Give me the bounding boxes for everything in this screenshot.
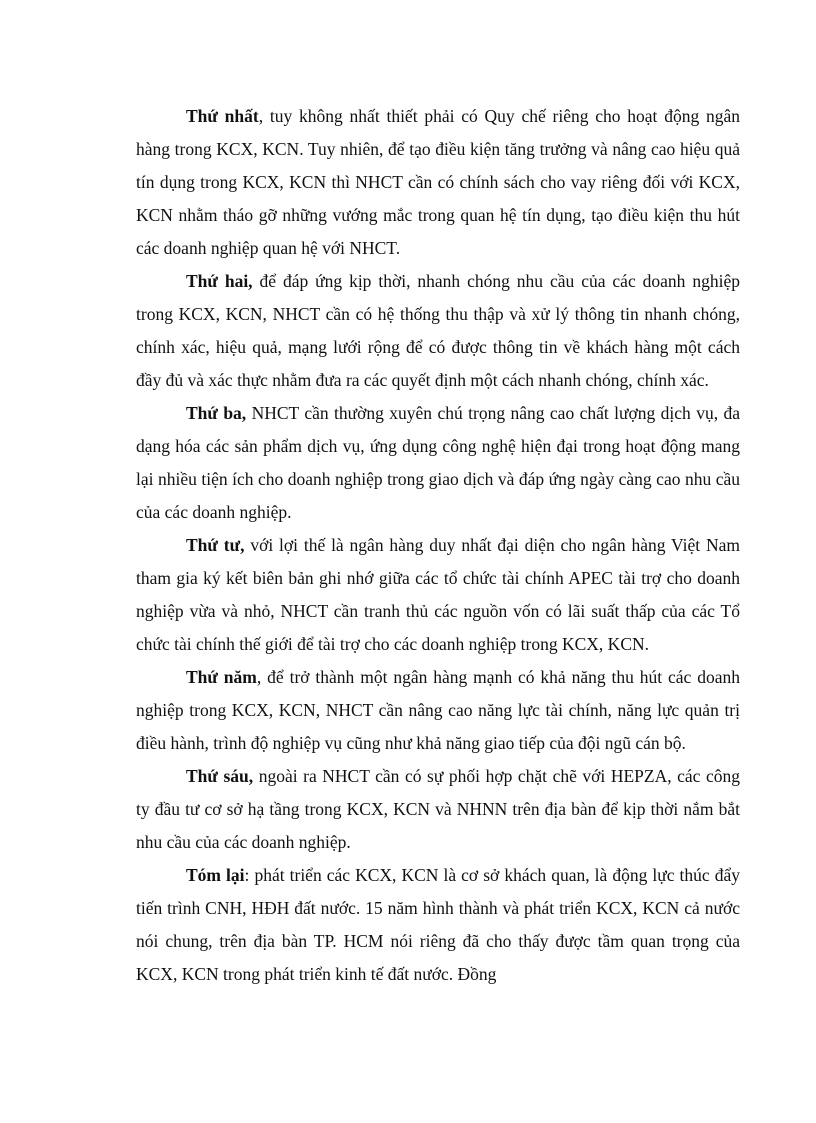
paragraph-body: để đáp ứng kịp thời, nhanh chóng nhu cầu của các doanh nghiệp trong KCX, KCN, NHCT cần có hệ thống thu thập và xử lý thông tin nhanh chóng, chính xác, hiệu quả, mạng lưới rộng để có được thông tin về khách hàng một cách đầy đủ và xác thực nhằm đưa ra các quyết định một cách nhanh chóng, chính xác. bbox=[136, 271, 740, 390]
paragraph-lead: Thứ nhất bbox=[186, 106, 259, 126]
paragraph-lead: Thứ hai, bbox=[186, 271, 253, 291]
paragraph-lead: Thứ sáu, bbox=[186, 766, 254, 786]
paragraph-lead: Thứ năm bbox=[186, 667, 257, 687]
paragraph-thu-hai bbox=[136, 265, 740, 397]
paragraph-thu-tu bbox=[136, 529, 740, 661]
paragraph-lead: Thứ ba, bbox=[186, 403, 247, 423]
paragraph-thu-nam bbox=[136, 661, 740, 760]
paragraph-body: , để trở thành một ngân hàng mạnh có khả năng thu hút các doanh nghiệp trong KCX, KCN, NHCT cần nâng cao năng lực tài chính, năng lực quản trị điều hành, trình độ nghiệp vụ cũng như khả năng giao tiếp của đội ngũ cán bộ. bbox=[136, 667, 740, 753]
paragraph-thu-ba bbox=[136, 397, 740, 529]
paragraph-body: ngoài ra NHCT cần có sự phối hợp chặt chẽ với HEPZA, các công ty đầu tư cơ sở hạ tầng trong KCX, KCN và NHNN trên địa bàn để kịp thời nắm bắt nhu cầu của các doanh nghiệp. bbox=[136, 766, 741, 852]
paragraph-body: NHCT cần thường xuyên chú trọng nâng cao chất lượng dịch vụ, đa dạng hóa các sản phẩm dịch vụ, ứng dụng công nghệ hiện đại trong hoạt động mang lại nhiều tiện ích cho doanh nghiệp trong giao dịch và đáp ứng ngày càng cao nhu cầu của các doanh nghiệp. bbox=[136, 403, 741, 522]
paragraph-body: với lợi thế là ngân hàng duy nhất đại diện cho ngân hàng Việt Nam tham gia ký kết biên bản ghi nhớ giữa các tổ chức tài chính APEC tài trợ cho doanh nghiệp vừa và nhỏ, NHCT cần tranh thủ các nguồn vốn có lãi suất thấp của các Tổ chức tài chính thế giới để tài trợ cho các doanh nghiệp trong KCX, KCN. bbox=[136, 535, 740, 654]
paragraph-body: : phát triển các KCX, KCN là cơ sở khách quan, là động lực thúc đẩy tiến trình CNH, HĐH đất nước. 15 năm hình thành và phát triển KCX, KCN cả nước nói chung, trên địa bàn TP. HCM nói riêng đã cho thấy được tầm quan trọng của KCX, KCN trong phát triển kinh tế đất nước. Đồng bbox=[136, 865, 740, 984]
paragraph-thu-sau bbox=[136, 760, 740, 859]
paragraph-tom-lai bbox=[136, 859, 740, 991]
paragraph-thu-nhat bbox=[136, 100, 740, 265]
paragraph-lead: Thứ tư, bbox=[186, 535, 245, 555]
paragraph-lead: Tóm lại bbox=[186, 865, 245, 885]
document-page bbox=[136, 100, 740, 991]
paragraph-body: , tuy không nhất thiết phải có Quy chế riêng cho hoạt động ngân hàng trong KCX, KCN. Tuy nhiên, để tạo điều kiện tăng trưởng và nâng cao hiệu quả tín dụng trong KCX, KCN thì NHCT cần có chính sách cho vay riêng đối với KCX, KCN nhằm tháo gỡ những vướng mắc trong quan hệ tín dụng, tạo điều kiện thu hút các doanh nghiệp quan hệ với NHCT. bbox=[136, 106, 740, 258]
